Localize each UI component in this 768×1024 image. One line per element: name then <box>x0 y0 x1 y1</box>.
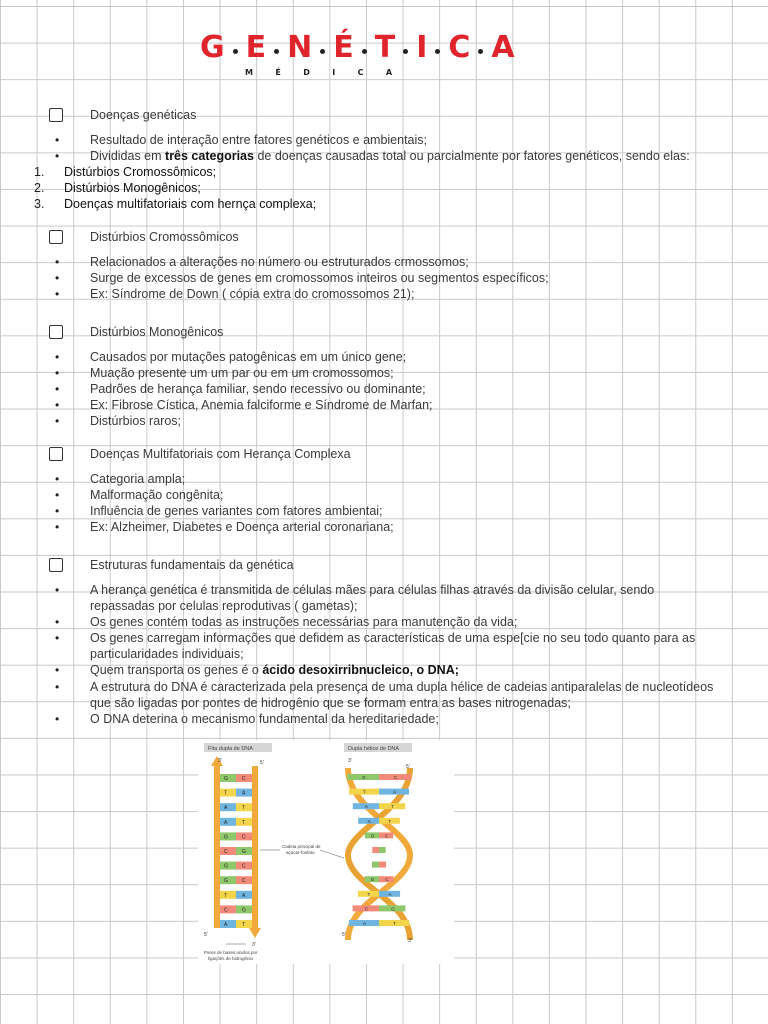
title-letter: I <box>416 30 428 65</box>
svg-text:A: A <box>388 891 392 897</box>
backbone-label: Cadeia principal de <box>282 844 321 849</box>
base-pair <box>353 803 405 809</box>
dna-figure <box>198 740 454 964</box>
base-pair <box>220 891 252 899</box>
section-heading: Distúrbios Cromossômicos <box>90 230 239 244</box>
base-pair <box>358 891 400 897</box>
svg-text:A: A <box>224 922 228 928</box>
svg-text:T: T <box>242 805 246 812</box>
title-letter: G <box>200 30 225 65</box>
bullet-text: Muação presente um um par ou em um cromossomos; <box>90 366 394 380</box>
svg-text:C: C <box>242 863 246 870</box>
svg-text:C: C <box>224 849 228 855</box>
svg-text:G: G <box>242 849 246 855</box>
svg-text:T: T <box>363 789 366 795</box>
title-letter: E <box>245 30 267 65</box>
svg-text:C: C <box>393 775 398 780</box>
right-title: Dupla hélice de DNA <box>348 746 400 752</box>
svg-text:A: A <box>224 819 228 826</box>
base-pair <box>365 832 393 838</box>
bullet-text: Os genes contém todas as instruções necessárias para manutenção da vida; <box>90 615 518 629</box>
svg-text:T: T <box>388 818 392 824</box>
base-pair <box>220 847 252 855</box>
svg-text:A: A <box>364 804 368 810</box>
bullet-text: A estrutura do DNA é caracterizada pela presença de uma dupla hélice de cadeias antiparalelas de nucleotídeos <box>90 680 714 694</box>
svg-text:A: A <box>242 790 246 797</box>
svg-text:C: C <box>385 833 389 839</box>
title-letter: T <box>374 30 396 65</box>
bullet-text: A herança genética é transmitida de células mães para células filhas através da divisão celular, sendo <box>90 583 655 597</box>
bullet-text: Padrões de herança familiar, sendo recessivo ou dominante; <box>90 382 426 396</box>
bullet-text: repassadas por celulas reprodutivas ( gametas); <box>90 599 358 613</box>
bullet-text: particularidades individuais; <box>90 647 244 661</box>
svg-text:G: G <box>370 833 375 839</box>
bullet-text: Quem transporta os genes é o ácido desoxirribnucleico, o DNA; <box>90 663 459 677</box>
base-pair <box>220 876 252 884</box>
svg-text:G: G <box>370 877 375 883</box>
base-pair <box>220 920 252 928</box>
bullet-text: Surge de excessos de genes em cromossomos inteiros ou segmentos específicos; <box>90 271 549 285</box>
svg-text:ligações de hidrogênio: ligações de hidrogênio <box>208 956 254 961</box>
svg-text:C: C <box>242 834 246 841</box>
bullet-text: Divididas em três categorias de doenças causadas total ou parcialmente por fatores genéticos, sendo elas: <box>90 149 690 163</box>
base-pair <box>220 905 252 913</box>
svg-text:açúcar-fosfato: açúcar-fosfato <box>286 850 315 855</box>
svg-text:T: T <box>242 922 246 928</box>
checkbox[interactable] <box>49 230 63 244</box>
bullet-text: Causados por mutações patogênicas em um único gene; <box>90 350 407 364</box>
svg-text:A: A <box>242 892 246 899</box>
bullet-text: Os genes carregam informações que defidem as características de uma espe[cie no seu todo quanto para as <box>90 631 696 645</box>
section-heading: Estruturas fundamentais da genética <box>90 558 294 572</box>
svg-text:3': 3' <box>348 758 352 764</box>
base-pair <box>372 862 386 868</box>
bullet-text: Malformação congênita; <box>90 488 224 502</box>
svg-text:T: T <box>242 819 246 826</box>
svg-text:3': 3' <box>252 942 256 948</box>
bullet-text: Ex: Síndrome de Down ( cópia extra do cromossomos 21); <box>90 287 415 301</box>
svg-text:A: A <box>224 805 228 812</box>
pairs-label: Pares de bases unidos por <box>204 950 258 955</box>
svg-text:C: C <box>385 877 389 883</box>
title-letter: N <box>287 30 313 65</box>
left-backbone <box>214 766 220 928</box>
numbered-item: Distúrbios Monogênicos; <box>64 181 201 195</box>
checkbox[interactable] <box>49 108 63 122</box>
svg-text:A: A <box>362 921 366 926</box>
base-pair <box>220 818 252 826</box>
bullet-text: que são ligadas por pontes de hidrogênio que se formam entra as bases nitrogenadas; <box>90 696 571 710</box>
base-pair <box>349 920 409 926</box>
bullet-text: Categoria ampla; <box>90 472 186 486</box>
base-pair <box>365 876 394 882</box>
base-pair <box>220 862 252 870</box>
svg-text:C: C <box>224 907 228 914</box>
section-heading: Doenças Multifatoriais com Herança Complexa <box>90 447 351 461</box>
left-title: Fita dupla de DNA <box>208 746 253 752</box>
svg-text:A: A <box>392 789 397 795</box>
bullet-text: Distúrbios raros; <box>90 414 181 428</box>
svg-text:5': 5' <box>406 764 410 770</box>
numbered-item: Distúrbios Cromossômicos; <box>64 165 217 179</box>
title-letter: A <box>491 30 515 65</box>
svg-text:5': 5' <box>204 932 208 938</box>
base-pair <box>220 832 252 840</box>
base-pair <box>220 774 252 782</box>
svg-text:3': 3' <box>408 938 412 944</box>
svg-text:G: G <box>224 834 228 841</box>
svg-text:3': 3' <box>218 758 222 764</box>
svg-text:A: A <box>367 818 371 824</box>
svg-text:G: G <box>224 863 228 870</box>
svg-text:C: C <box>242 776 246 782</box>
svg-text:G: G <box>224 878 228 885</box>
base-pair <box>358 818 400 824</box>
base-pair <box>353 905 406 911</box>
right-backbone <box>252 766 258 928</box>
section-heading: Distúrbios Monogênicos <box>90 325 224 339</box>
arrow-icon <box>249 928 261 938</box>
svg-text:T: T <box>367 891 371 897</box>
svg-text:5': 5' <box>260 760 264 766</box>
bullet-text: Influência de genes variantes com fatores ambientai; <box>90 504 383 518</box>
svg-text:G: G <box>224 776 228 782</box>
base-pair <box>349 789 409 795</box>
svg-text:C: C <box>242 878 246 885</box>
svg-text:G: G <box>242 907 246 914</box>
checkbox[interactable] <box>49 558 63 572</box>
svg-text:C: C <box>364 906 369 912</box>
base-pair <box>347 774 411 780</box>
base-pair <box>220 789 252 797</box>
base-pair <box>220 803 252 811</box>
page-subtitle: MÉDICA <box>245 68 415 77</box>
svg-text:G: G <box>391 906 395 912</box>
title-letter: É <box>333 30 354 65</box>
bullet-text: Ex: Fibrose Cística, Anemia falciforme e Síndrome de Marfan; <box>90 398 433 412</box>
checkbox[interactable] <box>49 325 63 339</box>
title-letter: C <box>448 30 471 65</box>
svg-text:G: G <box>362 775 366 780</box>
section-heading: Doenças genéticas <box>90 108 197 122</box>
svg-text:T: T <box>224 790 228 797</box>
page-title <box>200 30 515 65</box>
svg-text:T: T <box>224 892 228 899</box>
bullet-text: Ex: Alzheimer, Diabetes e Doença arterial coronariana; <box>90 520 394 534</box>
checkbox[interactable] <box>49 447 63 461</box>
bullet-text: O DNA deterina o mecanismo fundamental da hereditariedade; <box>90 712 439 726</box>
bullet-text: Relacionados a alterações no número ou estruturados crmossomos; <box>90 255 469 269</box>
numbered-item: Doenças multifatoriais com hernça complexa; <box>64 197 317 211</box>
base-pair <box>372 847 385 853</box>
svg-text:T: T <box>391 804 394 810</box>
svg-text:T: T <box>393 921 396 926</box>
bullet-text: Resultado de interação entre fatores genéticos e ambientais; <box>90 133 428 147</box>
svg-text:5': 5' <box>342 932 346 938</box>
